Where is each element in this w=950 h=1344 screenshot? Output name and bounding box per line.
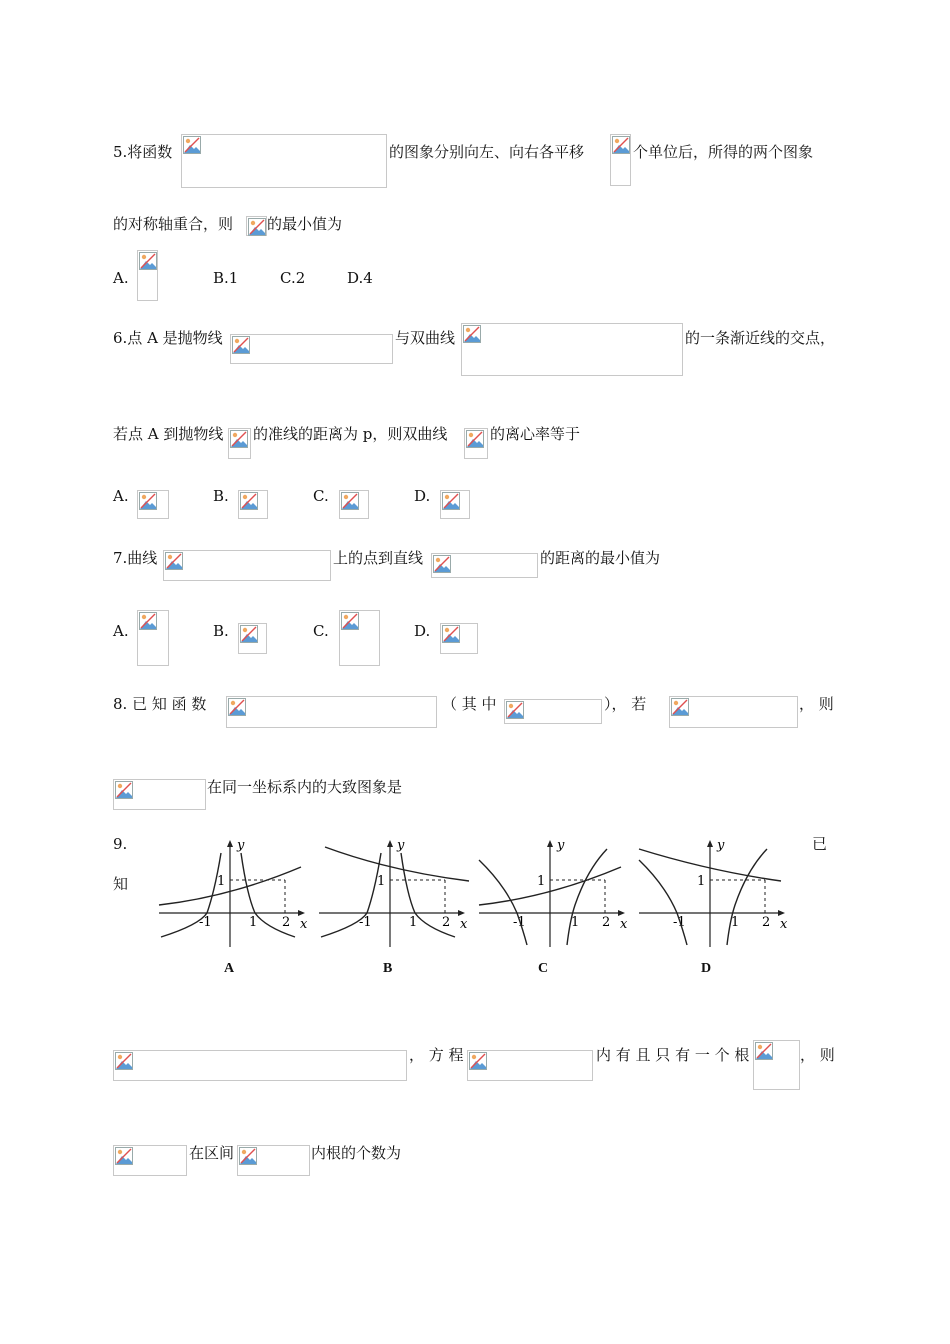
formula-image <box>610 134 631 186</box>
q7-text-2: 上的点到直线 <box>333 549 424 567</box>
broken-image-icon <box>183 136 201 154</box>
broken-image-icon <box>139 612 157 630</box>
q7-option-a: A. <box>113 622 129 640</box>
x-axis-arrow-icon <box>618 910 625 916</box>
q5-option-b: B.1 <box>213 269 239 287</box>
q6-text-4: 若点 A 到抛物线 <box>113 425 224 443</box>
q9-text-zhi: 知 <box>113 875 129 893</box>
broken-image-icon <box>341 612 359 630</box>
tick-label-neg1: -1 <box>199 915 212 930</box>
tick-label-1: 1 <box>731 915 740 930</box>
formula-image <box>753 1040 800 1090</box>
q5-text-2: 的图象分别向左、向右各平移 <box>389 143 585 161</box>
y-axis-label: y <box>397 838 405 853</box>
graph-d <box>635 835 790 950</box>
q7-text-3: 的距离的最小值为 <box>540 549 661 567</box>
broken-image-icon <box>433 555 451 573</box>
q8-text-3: ）， 若 <box>604 695 647 713</box>
broken-image-icon <box>240 492 258 510</box>
q5-text-3: 个单位后，所得的两个图象 <box>633 143 814 161</box>
q6-option-c: C. <box>313 487 329 505</box>
broken-image-icon <box>115 781 133 799</box>
q6-text-6: 的离心率等于 <box>490 425 581 443</box>
graph-label-a: A <box>224 961 235 976</box>
formula-image <box>431 553 538 578</box>
q6-option-a: A. <box>113 487 129 505</box>
tick-label-y1: 1 <box>537 874 546 889</box>
broken-image-icon <box>671 698 689 716</box>
tick-label-y1: 1 <box>697 874 706 889</box>
x-axis-label: x <box>300 917 308 932</box>
formula-image <box>113 1050 407 1081</box>
graph-label-c: C <box>538 961 549 976</box>
y-axis-label: y <box>717 838 725 853</box>
q6-text-2: 与双曲线 <box>395 329 456 347</box>
q6-option-b: B. <box>213 487 229 505</box>
y-axis-arrow-icon <box>227 840 233 847</box>
tick-label-2: 2 <box>282 915 291 930</box>
q7-option-c: C. <box>313 622 329 640</box>
broken-image-icon <box>240 625 258 643</box>
q8-text-2: （ 其 中 <box>442 695 497 713</box>
curve <box>567 849 607 945</box>
graph-label-d: D <box>701 961 712 976</box>
formula-image <box>246 216 267 236</box>
x-axis-arrow-icon <box>298 910 305 916</box>
formula-image <box>461 323 683 376</box>
y-axis-label: y <box>237 838 245 853</box>
curve <box>639 860 687 945</box>
q5-text-5: 的最小值为 <box>267 215 343 233</box>
curve <box>727 849 767 945</box>
broken-image-icon <box>463 325 481 343</box>
formula-image <box>137 250 158 301</box>
broken-image-icon <box>341 492 359 510</box>
formula-image <box>669 696 798 728</box>
graph-label-b: B <box>383 961 393 976</box>
q6-text-3: 的一条渐近线的交点， <box>685 329 836 347</box>
y-axis-arrow-icon <box>387 840 393 847</box>
tick-label-1: 1 <box>571 915 580 930</box>
graph-c <box>475 835 630 950</box>
formula-image <box>440 623 478 654</box>
formula-image <box>163 550 331 581</box>
tick-label-neg1: -1 <box>359 915 372 930</box>
q5-text-4: 的对称轴重合，则 <box>113 215 234 233</box>
x-axis-label: x <box>780 917 788 932</box>
y-axis-arrow-icon <box>547 840 553 847</box>
formula-image <box>113 1145 187 1176</box>
formula-image <box>137 610 169 666</box>
tick-label-y1: 1 <box>377 874 386 889</box>
x-axis-label: x <box>460 917 468 932</box>
formula-image <box>238 623 267 654</box>
tick-label-2: 2 <box>762 915 771 930</box>
formula-image <box>226 696 437 728</box>
q7-option-b: B. <box>213 622 229 640</box>
q8-text-5: 在同一坐标系内的大致图象是 <box>207 778 403 796</box>
broken-image-icon <box>506 701 524 719</box>
broken-image-icon <box>232 336 250 354</box>
x-axis-arrow-icon <box>778 910 785 916</box>
q6-option-d: D. <box>414 487 431 505</box>
q9-text-2: 内 有 且 只 有 一 个 根 <box>596 1046 750 1064</box>
q9-text-5: 内根的个数为 <box>311 1144 402 1162</box>
formula-image <box>464 428 488 459</box>
curve <box>321 853 381 937</box>
broken-image-icon <box>612 136 630 154</box>
tick-label-2: 2 <box>442 915 451 930</box>
y-axis-label: y <box>557 838 565 853</box>
curve <box>161 853 221 937</box>
tick-label-2: 2 <box>602 915 611 930</box>
broken-image-icon <box>228 698 246 716</box>
q7-text-1: 7.曲线 <box>113 549 158 567</box>
q8-text-4: ， 则 <box>799 695 834 713</box>
q9-number: 9. <box>113 835 128 853</box>
q9-text-ji: 已 <box>812 835 828 853</box>
tick-label-neg1: -1 <box>673 915 686 930</box>
q7-option-d: D. <box>414 622 431 640</box>
formula-image <box>237 1145 310 1176</box>
broken-image-icon <box>442 492 460 510</box>
q5-option-c: C.2 <box>280 269 306 287</box>
tick-label-1: 1 <box>249 915 258 930</box>
formula-image <box>467 1050 593 1081</box>
broken-image-icon <box>115 1052 133 1070</box>
q6-text-5: 的准线的距离为 p，则双曲线 <box>253 425 448 443</box>
formula-image <box>230 334 393 364</box>
tick-label-y1: 1 <box>217 874 226 889</box>
broken-image-icon <box>139 252 157 270</box>
broken-image-icon <box>115 1147 133 1165</box>
tick-label-1: 1 <box>409 915 418 930</box>
formula-image <box>238 490 268 519</box>
broken-image-icon <box>466 430 484 448</box>
broken-image-icon <box>239 1147 257 1165</box>
formula-image <box>440 490 470 519</box>
formula-image <box>181 134 387 188</box>
q9-text-1: ， 方 程 <box>409 1046 464 1064</box>
broken-image-icon <box>442 625 460 643</box>
broken-image-icon <box>755 1042 773 1060</box>
q6-text-1: 6.点 A 是抛物线 <box>113 329 223 347</box>
formula-image <box>339 610 380 666</box>
tick-label-neg1: -1 <box>513 915 526 930</box>
broken-image-icon <box>469 1052 487 1070</box>
curve <box>479 860 527 945</box>
broken-image-icon <box>165 552 183 570</box>
formula-image <box>228 428 251 459</box>
formula-image <box>113 779 206 810</box>
y-axis-arrow-icon <box>707 840 713 847</box>
formula-image <box>137 490 169 519</box>
broken-image-icon <box>230 430 248 448</box>
x-axis-arrow-icon <box>458 910 465 916</box>
q8-text-1: 8. 已 知 函 数 <box>113 695 207 713</box>
broken-image-icon <box>139 492 157 510</box>
q5-text-1: 5.将函数 <box>113 143 173 161</box>
formula-image <box>339 490 369 519</box>
x-axis-label: x <box>620 917 628 932</box>
q5-option-a: A. <box>113 269 129 287</box>
formula-image <box>504 699 602 724</box>
broken-image-icon <box>248 218 266 236</box>
q9-text-3: ， 则 <box>800 1046 835 1064</box>
q9-text-4: 在区间 <box>189 1144 235 1162</box>
graph-b <box>315 835 470 950</box>
q5-option-d: D.4 <box>347 269 373 287</box>
graph-a <box>155 835 310 950</box>
